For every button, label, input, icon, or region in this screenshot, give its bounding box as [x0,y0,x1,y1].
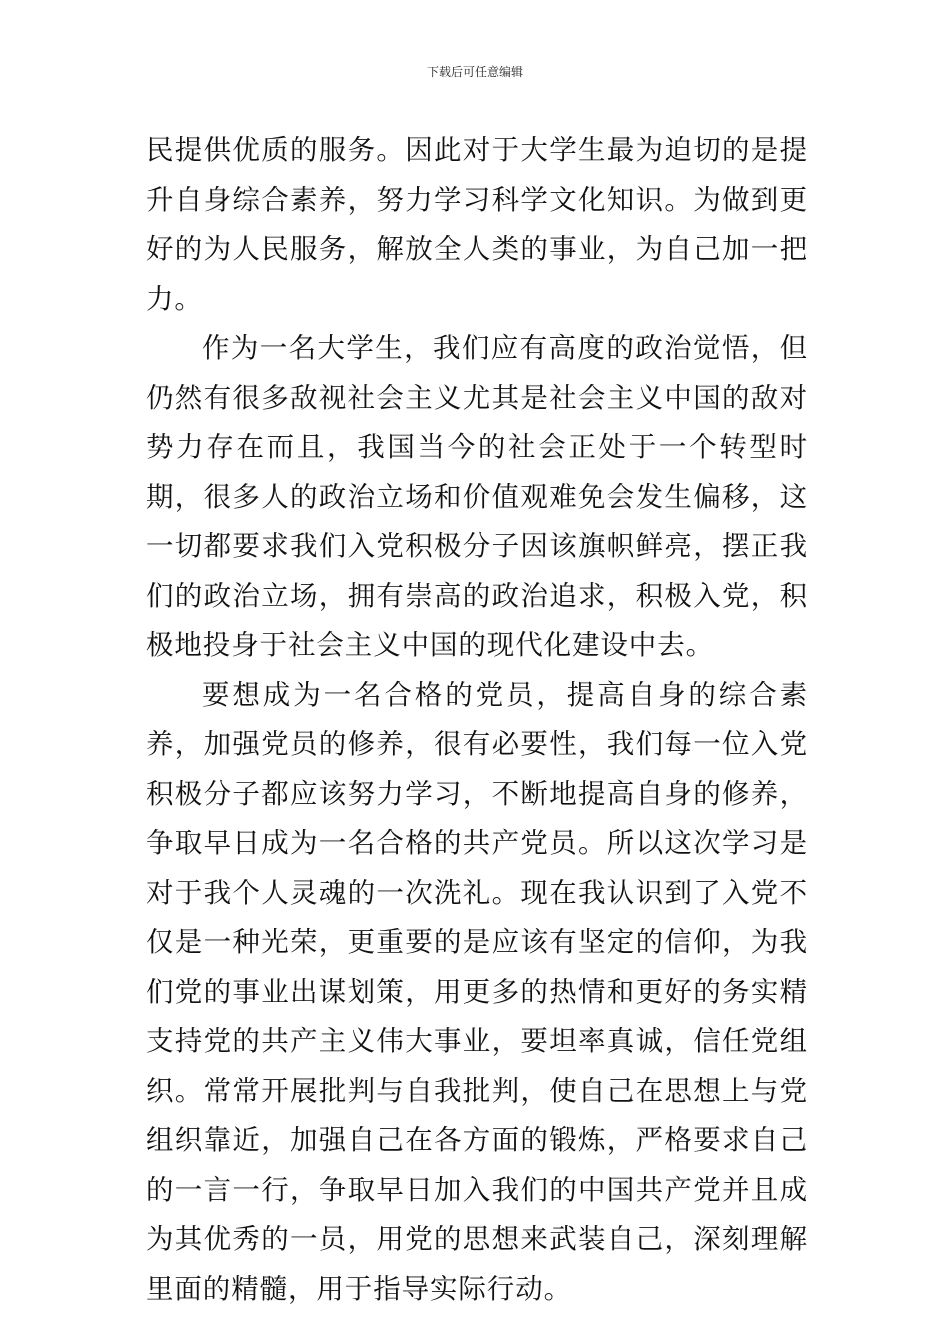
document-body [146,126,808,1314]
paragraph-3: 要想成为一名合格的党员，提高自身的综合素养，加强党员的修养，很有必要性，我们每一位入党积极分子都应该努力学习，不断地提高自身的修养，争取早日成为一名合格的共产党员。所以这次学习是对于我个人灵魂的一次洗礼。现在我认识到了入党不仅是一种光荣，更重要的是应该有坚定的信仰，为我们党的事业出谋划策，用更多的热情和更好的务实精支持党的共产主义伟大事业，要坦率真诚，信任党组织。常常开展批判与自我批判，使自己在思想上与党组织靠近，加强自己在各方面的锻炼，严格要求自己的一言一行，争取早日加入我们的中国共产党并且成为其优秀的一员，用党的思想来武装自己，深刻理解里面的精髓，用于指导实际行动。 [146,678,808,1305]
paragraph-1: 民提供优质的服务。因此对于大学生最为迫切的是提升自身综合素养，努力学习科学文化知识。为做到更好的为人民服务，解放全人类的事业，为自己加一把力。 [146,134,808,315]
paragraph-2: 作为一名大学生，我们应有高度的政治觉悟，但仍然有很多敌视社会主义尤其是社会主义中国的敌对势力存在而且，我国当今的社会正处于一个转型时期，很多人的政治立场和价值观难免会发生偏移，这一切都要求我们入党积极分子因该旗帜鲜亮，摆正我们的政治立场，拥有崇高的政治追求，积极入党，积极地投身于社会主义中国的现代化建设中去。 [146,332,808,661]
page-header: 下载后可任意编辑 [426,65,523,79]
